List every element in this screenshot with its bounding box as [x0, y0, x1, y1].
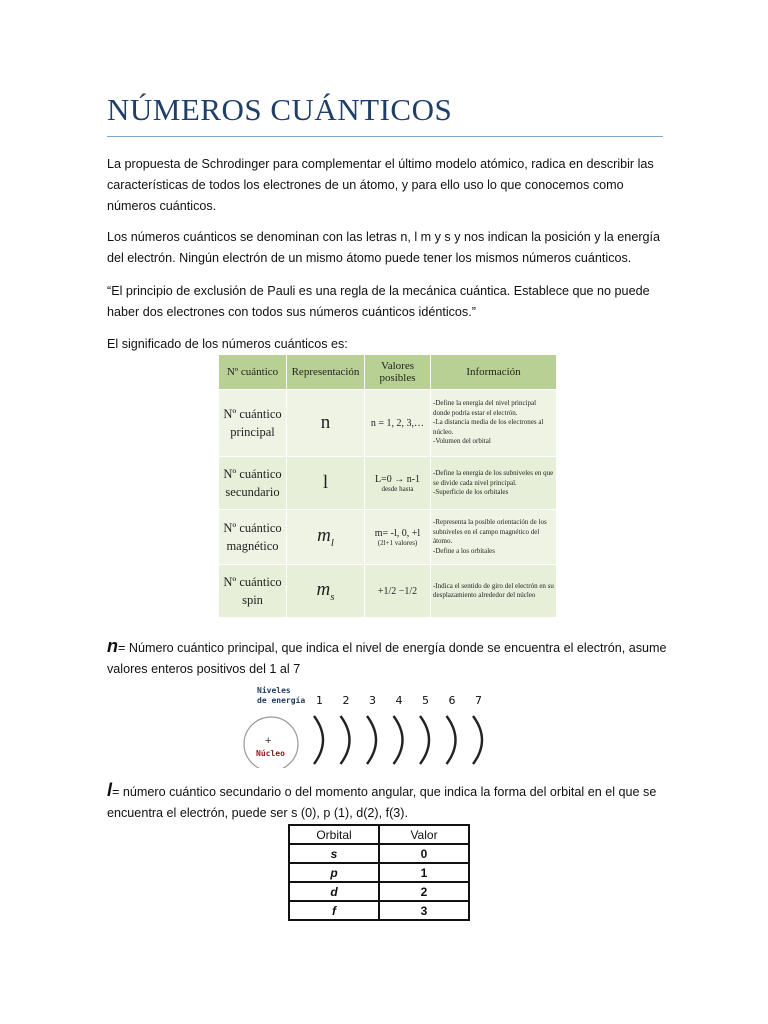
value-cell: 3	[379, 901, 469, 920]
energy-level-number: 6	[448, 694, 456, 707]
energy-level-arc	[367, 716, 376, 764]
l-text: = número cuántico secundario o del momento angular, que indica la forma del orbital en el que se encuentra el electrón, puede ser s (0), p (1), d(2), f(3).	[107, 785, 657, 820]
row-name: Nº cuántico spin	[219, 565, 287, 618]
row-values	[365, 390, 431, 457]
energy-level-number: 5	[422, 694, 429, 707]
row-info	[431, 457, 557, 510]
row-name: Nº cuántico magnético	[219, 510, 287, 565]
energy-level-arc	[473, 716, 482, 764]
diagram-label: Niveles	[257, 686, 291, 695]
paragraph-l	[107, 780, 667, 824]
values-text: m= -l, 0, +l	[374, 527, 421, 539]
value-cell: 0	[379, 844, 469, 863]
n-letter: n	[107, 636, 118, 656]
table-header: Representación	[287, 355, 365, 390]
row-info	[431, 565, 557, 618]
info-line: -Define la energía del nivel principal donde podría estar el electrón.	[433, 399, 537, 417]
nucleus-label: Núcleo	[256, 749, 285, 758]
info-line: -La distancia media de los electrones al núcleo.	[433, 418, 544, 436]
energy-level-number: 4	[395, 694, 403, 707]
energy-level-number: 7	[475, 694, 482, 707]
paragraph-significado: El significado de los números cuánticos es:	[107, 337, 348, 351]
energy-level-arc	[447, 716, 456, 764]
nucleus-plus: +	[265, 735, 272, 747]
orbital-table	[288, 824, 470, 921]
paragraph-intro: La propuesta de Schrodinger para complementar el último modelo atómico, radica en describir las características de todos los electrones de un átomo, y para ello uso lo que conocemos como números cuánticos.	[107, 157, 654, 213]
table-header: Nº cuántico	[219, 355, 287, 390]
info-line: -Define a los orbitales	[433, 546, 496, 555]
table-header: Valores posibles	[365, 355, 431, 390]
energy-level-arc	[420, 716, 429, 764]
row-info	[431, 510, 557, 565]
value-cell: 2	[379, 882, 469, 901]
rep-symbol: n	[320, 412, 331, 434]
orbital-header: Valor	[379, 825, 469, 844]
energy-level-number: 3	[369, 694, 376, 707]
table-row	[219, 510, 557, 565]
row-rep	[287, 457, 365, 510]
rep-symbol: l	[322, 472, 329, 494]
row-values	[365, 457, 431, 510]
table-row	[289, 882, 469, 901]
info-line: -Define la energía de los subniveles en que se divide cada nivel principal.	[433, 469, 554, 487]
rep-subscript: l	[330, 537, 334, 550]
orbital-header: Orbital	[289, 825, 379, 844]
values-text: n = 1, 2, 3,…	[370, 417, 425, 429]
paragraph-pauli: “El principio de exclusión de Pauli es una regla de la mecánica cuántica. Establece que no puede haber dos electrones con todos sus números cuánticos idénticos.”	[107, 284, 650, 319]
values-subtext: desde hasta	[381, 484, 414, 493]
energy-level-number: 2	[342, 694, 350, 707]
info-line: -Volumen del orbital	[433, 437, 491, 446]
quantum-numbers-table	[218, 354, 557, 618]
table-row	[289, 844, 469, 863]
info-line: -Representa la posible orientación de los subniveles en el campo magnético del átomo.	[433, 518, 547, 546]
orbital-cell: s	[289, 844, 379, 863]
title-rule	[107, 136, 663, 137]
values-text: L=0 → n-1	[374, 473, 421, 485]
energy-level-arc	[341, 716, 350, 764]
table-row	[289, 863, 469, 882]
rep-symbol: m	[317, 525, 331, 547]
energy-level-arc	[314, 716, 323, 764]
energy-level-arc	[394, 716, 403, 764]
paragraph-letters: Los números cuánticos se denominan con las letras n, l m y s y nos indican la posición y la energía del electrón. Ningún electrón de un mismo átomo puede tener los mismos números cuánticos.	[107, 230, 661, 265]
row-rep	[287, 510, 365, 565]
table-row	[219, 390, 557, 457]
paragraph-n	[107, 636, 667, 680]
energy-level-number: 1	[316, 694, 323, 707]
table-header: Información	[431, 355, 557, 390]
table-row	[289, 901, 469, 920]
energy-levels-diagram	[238, 684, 508, 768]
row-name: Nº cuántico principal	[219, 390, 287, 457]
table-row	[219, 457, 557, 510]
table-row	[219, 565, 557, 618]
rep-symbol: m	[316, 579, 331, 601]
info-line: -Superficie de los orbitales	[433, 488, 509, 496]
row-values	[365, 565, 431, 618]
values-text: +1/2 −1/2	[377, 585, 418, 597]
rep-subscript: s	[330, 591, 335, 604]
page-title: NÚMEROS CUÁNTICOS	[107, 92, 453, 127]
row-rep	[287, 390, 365, 457]
orbital-cell: f	[289, 901, 379, 920]
energy-levels	[314, 694, 482, 764]
n-text: = Número cuántico principal, que indica el nivel de energía donde se encuentra el electrón, asume valores enteros positivos del 1 al 7	[107, 641, 667, 676]
row-values	[365, 510, 431, 565]
row-info	[431, 390, 557, 457]
values-subtext: (2l+1 valores)	[377, 538, 418, 547]
orbital-cell: d	[289, 882, 379, 901]
l-letter: l	[107, 780, 113, 800]
row-rep	[287, 565, 365, 618]
diagram-label: de energía	[257, 696, 306, 705]
orbital-cell: p	[289, 863, 379, 882]
row-name: Nº cuántico secundario	[219, 457, 287, 510]
value-cell: 1	[379, 863, 469, 882]
info-line: -Indica el sentido de giro del electrón en su desplazamiento alrededor del núcleo	[433, 581, 554, 600]
